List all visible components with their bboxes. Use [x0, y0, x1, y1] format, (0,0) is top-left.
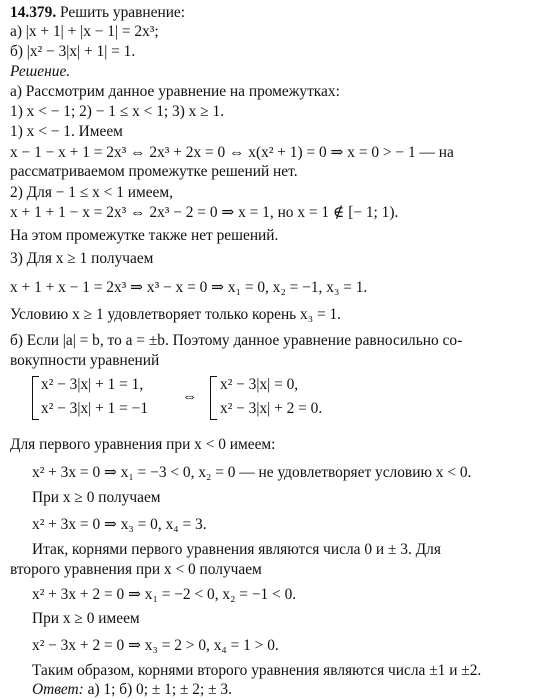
part-a-intervals: 1) x < − 1; 2) − 1 ≤ x < 1; 3) x ≥ 1. [10, 103, 225, 120]
problem-header [10, 4, 528, 22]
part-a-intro: а) Рассмотрим данное уравнение на промежутках: [10, 83, 340, 100]
problem-part-b: б) |x² − 3|x| + 1| = 1. [10, 43, 136, 60]
problem-number: 14.379. [10, 4, 57, 21]
first-eq-negative-heading: Для первого уравнения при x < 0 имеем: [10, 436, 276, 453]
case2-conclusion: На этом промежутке также нет решений. [10, 227, 279, 244]
second-eq-positive-solution: x² − 3x + 2 = 0 ⇒ x₃ = 2 > 0, x₄ = 1 > 0. [32, 637, 279, 654]
case2-equation: x + 1 + 1 − x = 2x³ ⇔ 2x³ − 2 = 0 ⇒ x = 1, но x = 1 ∉ [− 1; 1). [10, 204, 399, 221]
right-system-eq1: x² − 3|x| = 0, [220, 376, 299, 393]
part-b-intro-line1: б) Если |a| = b, то a = ±b. Поэтому данное уравнение равносильно со- [10, 332, 463, 349]
equation-system [32, 374, 332, 422]
case3-equation: x + 1 + x − 1 = 2x³ ⇒ x³ − x = 0 ⇒ x₁ = 0, x₂ = −1, x₃ = 1. [10, 279, 368, 296]
equivalence-sign: ⇔ [182, 388, 198, 405]
problem-title: Решить уравнение: [60, 4, 186, 21]
left-system-eq2: x² − 3|x| + 1 = −1 [41, 400, 149, 417]
first-eq-positive-heading: При x ≥ 0 получаем [32, 489, 161, 506]
second-eq-negative-solution: x² + 3x + 2 = 0 ⇒ x₁ = −2 < 0, x₂ = −1 < 0. [32, 586, 297, 603]
case1-conclusion: рассматриваемом промежутке решений нет. [10, 163, 298, 180]
first-eq-negative-solution: x² + 3x = 0 ⇒ x₁ = −3 < 0, x₂ = 0 — не удовлетворяет условию x < 0. [32, 464, 472, 481]
case2-heading: 2) Для − 1 ≤ x < 1 имеем, [10, 184, 173, 201]
first-eq-positive-solution: x² + 3x = 0 ⇒ x₃ = 0, x₄ = 3. [32, 516, 207, 533]
problem-part-a: а) |x + 1| + |x − 1| = 2x³; [10, 23, 159, 40]
second-eq-positive-heading: При x ≥ 0 имеем [32, 610, 140, 627]
case3-heading: 3) Для x ≥ 1 получаем [10, 250, 154, 267]
case3-conclusion: Условию x ≥ 1 удовлетворяет только корень x₃ = 1. [10, 306, 342, 323]
case1-heading: 1) x < − 1. Имеем [10, 123, 123, 140]
right-system-eq2: x² − 3|x| + 2 = 0. [220, 400, 323, 417]
case1-equation: x − 1 − x + 1 = 2x³ ⇔ 2x³ + 2x = 0 ⇔ x(x² + 1) = 0 ⇒ x = 0 > − 1 — на [10, 144, 454, 161]
answer-label: Ответ: [32, 681, 84, 698]
left-system-bracket [32, 376, 39, 420]
second-eq-summary: Таким образом, корнями второго уравнения являются числа ±1 и ±2. [32, 662, 482, 679]
solution-label: Решение. [10, 63, 71, 80]
left-system-eq1: x² − 3|x| + 1 = 1, [41, 376, 144, 393]
first-eq-summary-line2: второго уравнения при x < 0 получаем [10, 561, 262, 578]
part-b-intro-line2: вокупности уравнений [10, 352, 160, 369]
answer-line [32, 681, 528, 699]
first-eq-summary-line1: Итак, корнями первого уравнения являются числа 0 и ± 3. Для [32, 541, 441, 558]
right-system-bracket [210, 376, 217, 420]
answer-text: а) 1; б) 0; ± 1; ± 2; ± 3. [83, 681, 232, 698]
